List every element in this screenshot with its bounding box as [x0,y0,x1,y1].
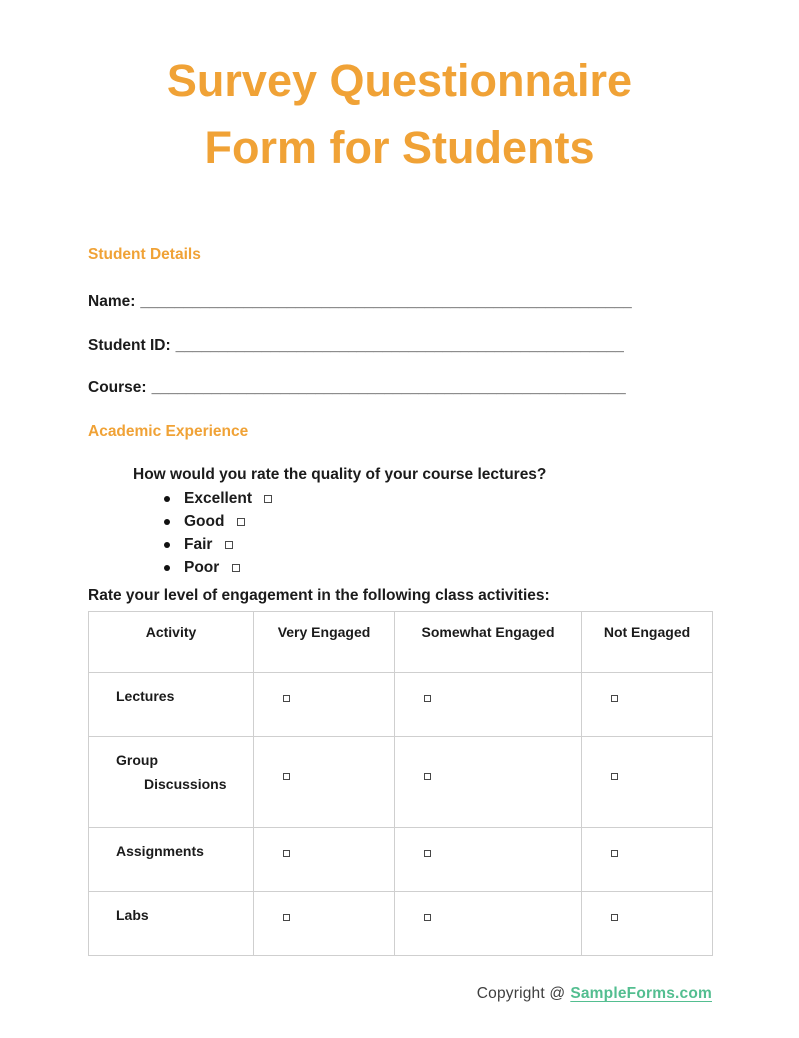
checkbox-group-discussions-not-engaged[interactable] [611,773,618,780]
course-field-row [88,377,712,399]
option-excellent [88,487,712,510]
student-id-label: Student ID: [88,337,171,354]
course-label: Course: [88,379,147,396]
checkbox-lectures-somewhat-engaged[interactable] [424,695,431,702]
checkbox-excellent[interactable] [264,495,272,503]
bullet-icon [164,542,170,548]
checkbox-fair[interactable] [225,541,233,549]
checkbox-lectures-very-engaged[interactable] [283,695,290,702]
activity-label-group-line1: Group [116,752,158,768]
course-blank-line[interactable]: _______________________________________________________ [151,379,626,396]
copyright-text: Copyright @ [476,985,566,1002]
checkbox-labs-not-engaged[interactable] [611,914,618,921]
engagement-table [88,611,713,956]
option-fair [88,533,712,556]
option-poor-label: Poor [184,559,220,576]
option-good-label: Good [184,513,225,530]
table-row-group-discussions [89,737,713,828]
checkbox-good[interactable] [237,518,245,526]
checkbox-labs-somewhat-engaged[interactable] [424,914,431,921]
checkbox-poor[interactable] [232,564,240,572]
lecture-quality-options [88,487,712,579]
table-header-somewhat-engaged: Somewhat Engaged [395,612,582,673]
option-poor [88,556,712,579]
engagement-table-prompt: Rate your level of engagement in the following class activities: [88,587,550,604]
table-header-activity: Activity [89,612,254,673]
checkbox-group-discussions-somewhat-engaged[interactable] [424,773,431,780]
table-row-lectures [89,673,713,737]
name-label: Name: [88,293,136,310]
activity-label-group-discussions [89,737,254,828]
activity-label-lectures: Lectures [89,673,254,737]
student-id-blank-line[interactable]: ____________________________________________________ [175,337,624,354]
bullet-icon [164,565,170,571]
table-row-assignments [89,828,713,892]
checkbox-lectures-not-engaged[interactable] [611,695,618,702]
option-fair-label: Fair [184,536,213,553]
option-excellent-label: Excellent [184,490,253,507]
page-title-line1: Survey Questionnaire [166,55,633,106]
sampleforms-link[interactable]: SampleForms.com [570,985,712,1002]
table-header-very-engaged: Very Engaged [254,612,395,673]
name-blank-line[interactable]: _________________________________________________________ [140,293,632,310]
checkbox-group-discussions-very-engaged[interactable] [283,773,290,780]
checkbox-assignments-very-engaged[interactable] [283,850,290,857]
checkbox-labs-very-engaged[interactable] [283,914,290,921]
table-header-row [89,612,713,673]
lecture-quality-question: How would you rate the quality of your course lectures? [133,466,547,483]
table-header-not-engaged: Not Engaged [582,612,713,673]
option-good [88,510,712,533]
bullet-icon [164,496,170,502]
student-id-field-row [88,335,712,357]
checkbox-assignments-somewhat-engaged[interactable] [424,850,431,857]
activity-label-group-line2: Discussions [144,776,227,792]
bullet-icon [164,519,170,525]
table-row-labs [89,892,713,956]
page-title [0,47,799,181]
page-title-line2: Form for Students [204,122,595,173]
checkbox-assignments-not-engaged[interactable] [611,850,618,857]
activity-label-labs: Labs [89,892,254,956]
student-details-heading: Student Details [88,246,201,263]
activity-label-assignments: Assignments [89,828,254,892]
name-field-row [88,291,712,313]
academic-experience-heading: Academic Experience [88,423,249,440]
footer [88,983,712,1005]
form-content [0,244,799,1005]
